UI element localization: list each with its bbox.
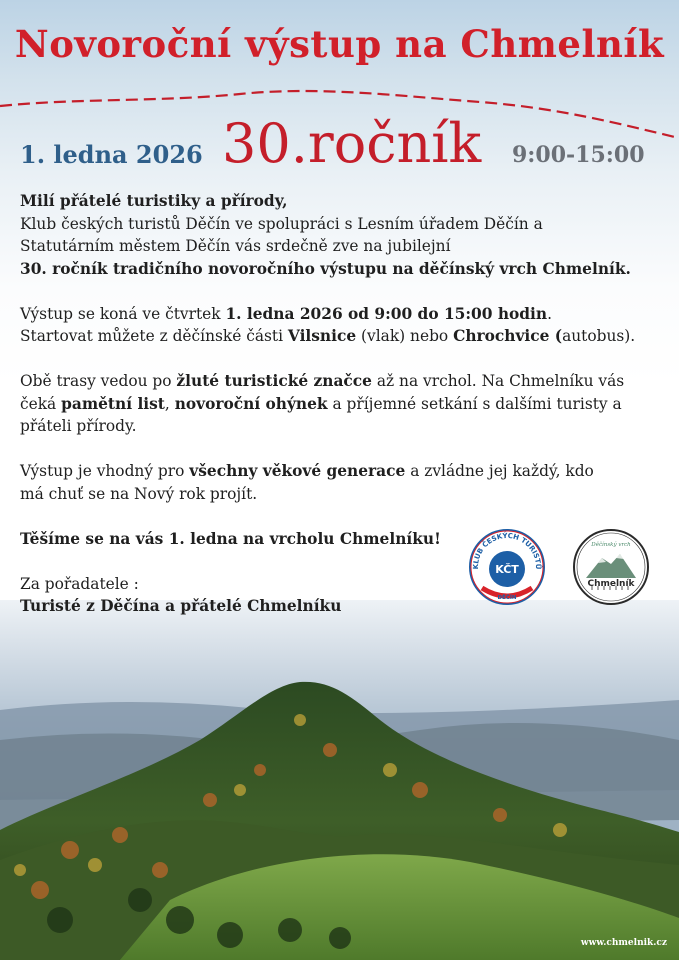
event-date: 1. ledna 2026 [20, 140, 203, 169]
chmelnik-logo [572, 528, 650, 606]
hill-landscape-image [0, 600, 679, 960]
kct-ring-text: KLUB ČESKÝCH TURISTŮ [471, 531, 543, 570]
signoff: Za pořadatele : [20, 574, 139, 593]
paragraph-suitability: má chuť se na Nový rok projít. [20, 484, 258, 503]
poster-title: Novoroční výstup na Chmelník [14, 22, 665, 66]
kct-bottom-text: DĚČÍN [497, 595, 517, 601]
paragraph-route: Obě trasy vedou po žluté turistické značce až na vrchol. Na Chmelníku vás [20, 372, 625, 390]
chmelnik-logo-top-text: Děčínský vrch [591, 542, 631, 548]
greeting: Milí přátelé turistiky a přírody, [20, 192, 288, 210]
kct-decin-logo [468, 528, 546, 606]
paragraph-start: Startovat můžete z děčínské části Vilsnice (vlak) nebo Chrochvice (autobus). [20, 327, 636, 345]
paragraph-time: Výstup se koná ve čtvrtek 1. ledna 2026 od 9:00 do 15:00 hodin. [20, 304, 552, 323]
intro-line: Statutárním městem Děčín vás srdečně zve na jubilejní [20, 237, 451, 255]
paragraph-route: přáteli přírody. [20, 417, 137, 435]
footer-website: www.chmelnik.cz [580, 938, 667, 948]
chmelnik-logo-name: Chmelník [587, 579, 635, 589]
kct-letters: KČT [495, 563, 519, 576]
intro-highlight: 30. ročník tradičního novoročního výstupu na děčínský vrch Chmelník. [20, 259, 631, 278]
intro-line: Klub českých turistů Děčín ve spolupráci s Lesním úřadem Děčín a [20, 214, 543, 233]
paragraph-suitability: Výstup je vhodný pro všechny věkové generace a zvládne jej každý, kdo [20, 462, 594, 480]
paragraph-route: čeká pamětní list, novoroční ohýnek a příjemné setkání s dalšími turisty a [20, 394, 622, 413]
organizer-name: Turisté z Děčína a přátelé Chmelníku [20, 597, 342, 615]
edition-number: 30.ročník [222, 112, 482, 175]
closing-line: Těšíme se na vás 1. ledna na vrcholu Chmelníku! [20, 529, 441, 548]
event-time: 9:00-15:00 [512, 142, 645, 168]
